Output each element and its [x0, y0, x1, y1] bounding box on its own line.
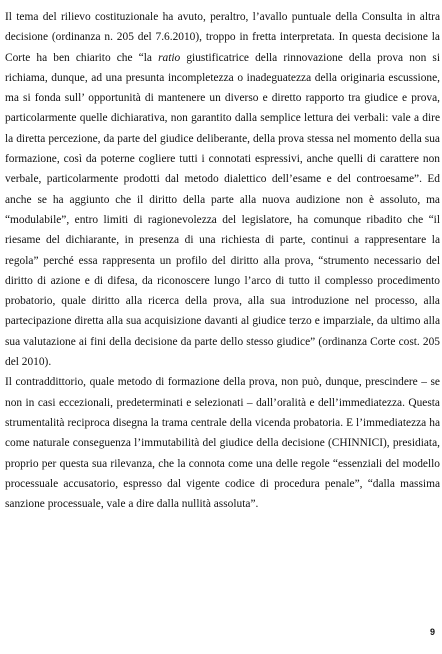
- paragraph-2-run-1: Il contraddittorio, quale metodo di formazione della prova, non può, dunque, prescindere – se non in casi eccezionali, predeterminati e selezionati – dall’oralità e dell’immediatezza. Questa strumentalità reciproca disegna la trama centrale della vicenda probatoria. E l’immediatezza ha come naturale conseguenza l’immutabilità del giudice della decisione (CHINNICI), presidiata, proprio per questa sua rilevanza, che la connota come una delle regole “essenziali del modello processuale accusatorio, espresso dal vigente codice di procedura penale”, “dalla massima sanzione processuale, vale a dire dalla nullità assoluta”.: [5, 376, 440, 511]
- paragraph-2: [5, 372, 440, 514]
- body-text: [5, 7, 440, 514]
- paragraph-1-run-3: giustificatrice della rinnovazione della prova non si richiama, dunque, ad una presunta incompletezza o inadeguatezza della originaria escussione, ma si fonda sull’ opportunità di mantenere un diverso e diretto rapporto tra giudice e prova, particolarmente quelle dichiarativa, non garantito dalla semplice lettura dei verbali: vale a dire la diretta percezione, da parte del giudice deliberante, della prova stessa nel momento della sua formazione, così da poterne cogliere tutti i connotati espressivi, anche quelli di carattere non verbale, particolarmente prodotti dal metodo dialettico dell’esame e del controesame”. Ed anche se ha aggiunto che il diritto della parte alla nuova audizione non è assoluto, ma “modulabile”, entro limiti di ragionevolezza del legislatore, ha comunque ribadito che “il riesame del dichiarante, in presenza di una richiesta di parte, continui a rappresentare la regola” perché essa rappresenta un profilo del diritto alla prova, “strumento necessario del diritto di azione e di difesa, da riconoscere lungo l’arco di tutto il complesso procedimento probatorio, quale diritto alla ricerca della prova, alla sua introduzione nel processo, alla partecipazione diretta alla sua acquisizione davanti al giudice terzo e imparziale, da ultimo alla sua valutazione ai fini della decisione da parte dello stesso giudice” (ordinanza Corte cost. 205 del 2010).: [5, 51, 440, 369]
- paragraph-1-run-1: Il tema del rilievo costituzionale ha avuto, peraltro, l’avallo puntuale della Consulta in altra decisione (ordinanza n. 205 del 7.6.2010), troppo in fretta interpretata. In questa decisione la Corte ha ben chiarito che “la: [5, 11, 440, 64]
- paragraph-1: [5, 7, 440, 372]
- paragraph-1-italic-ratio: ratio: [158, 51, 181, 64]
- page-number: 9: [429, 627, 435, 637]
